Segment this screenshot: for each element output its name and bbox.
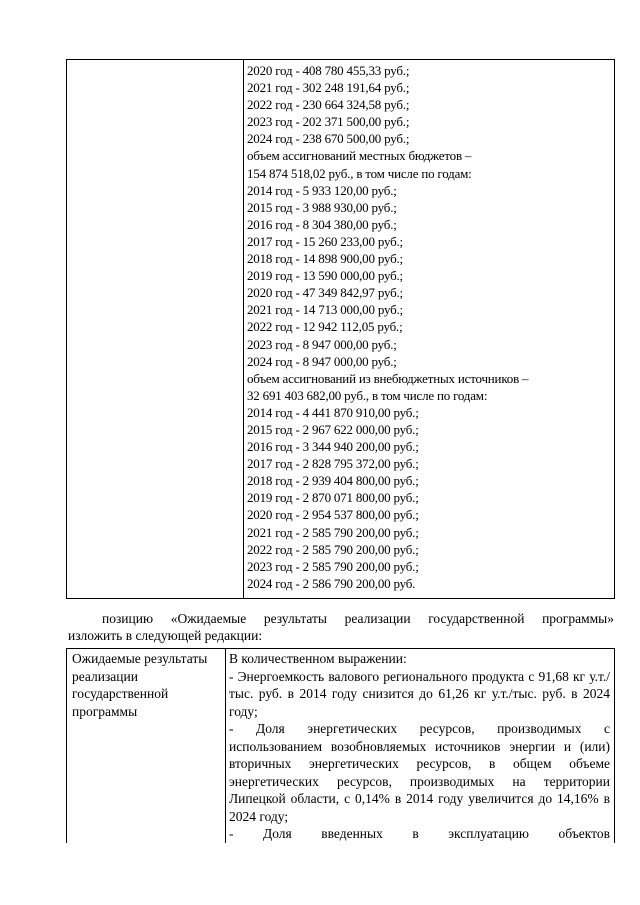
- funding-line: 2015 год - 3 988 930,00 руб.;: [247, 199, 397, 215]
- funding-line: 2019 год - 2 870 071 800,00 руб.;: [247, 490, 419, 506]
- funding-line: объем ассигнований из внебюджетных источников –: [247, 370, 529, 386]
- funding-line: 2024 год - 8 947 000,00 руб.;: [247, 353, 397, 369]
- funding-line: 2020 год - 2 954 537 800,00 руб.;: [247, 507, 419, 523]
- funding-line: 2022 год - 230 664 324,58 руб.;: [247, 97, 410, 113]
- results-content: [229, 650, 610, 843]
- funding-line: 2019 год - 13 590 000,00 руб.;: [247, 268, 403, 284]
- results-item-2: - Доля энергетических ресурсов, производимых с использованием возобновляемых источников энергии и (или) вторичных энергетических ресурсов, в общем объеме энергетических ресурсов, производимых на территории Липецкой области, с 0,14% в 2014 году увеличится до 14,16% в 2024 году;: [229, 721, 610, 824]
- funding-line: 2015 год - 2 967 622 000,00 руб.;: [247, 421, 419, 437]
- funding-table: [66, 59, 615, 599]
- instruction-line-2: изложить в следующей редакции:: [68, 628, 263, 643]
- funding-table-column-divider: [243, 60, 244, 598]
- results-label: Ожидаемые результаты реализации государственной программы: [72, 651, 208, 719]
- funding-line: объем ассигнований местных бюджетов –: [247, 148, 472, 164]
- funding-line: 2023 год - 8 947 000,00 руб.;: [247, 336, 397, 352]
- funding-line: 2022 год - 2 585 790 200,00 руб.;: [247, 541, 419, 557]
- results-table: [66, 648, 615, 843]
- funding-line: 2017 год - 15 260 233,00 руб.;: [247, 233, 403, 249]
- funding-line: 2024 год - 2 586 790 200,00 руб.: [247, 575, 416, 591]
- funding-line: 32 691 403 682,00 руб., в том числе по годам:: [247, 387, 488, 403]
- funding-line: 2024 год - 238 670 500,00 руб.;: [247, 131, 410, 147]
- funding-line: 2023 год - 2 585 790 200,00 руб.;: [247, 558, 419, 574]
- results-heading: В количественном выражении:: [229, 651, 407, 666]
- instruction-line-1: позицию «Ожидаемые результаты реализации государственной программы»: [102, 611, 614, 626]
- funding-lines: [247, 62, 610, 592]
- funding-line: 2021 год - 302 248 191,64 руб.;: [247, 80, 410, 96]
- funding-line: 2017 год - 2 828 795 372,00 руб.;: [247, 456, 419, 472]
- funding-line: 154 874 518,02 руб., в том числе по годам:: [247, 165, 472, 181]
- funding-line: 2018 год - 2 939 404 800,00 руб.;: [247, 473, 419, 489]
- results-item-1: - Энергоемкость валового регионального продукта с 91,68 кг у.т./тыс. руб. в 2014 году снизится до 61,26 кг у.т./тыс. руб. в 2024 году;: [229, 668, 610, 719]
- funding-line: 2020 год - 47 349 842,97 руб.;: [247, 285, 403, 301]
- funding-line: 2016 год - 8 304 380,00 руб.;: [247, 216, 397, 232]
- funding-line: 2021 год - 14 713 000,00 руб.;: [247, 302, 403, 318]
- funding-line: 2014 год - 4 441 870 910,00 руб.;: [247, 404, 419, 420]
- funding-line: 2014 год - 5 933 120,00 руб.;: [247, 182, 397, 198]
- funding-line: 2018 год - 14 898 900,00 руб.;: [247, 251, 403, 267]
- funding-line: 2023 год - 202 371 500,00 руб.;: [247, 114, 410, 130]
- funding-line: 2020 год - 408 780 455,33 руб.;: [247, 63, 410, 78]
- results-item-3: - Доля введенных в эксплуатацию объектов: [229, 826, 610, 841]
- funding-line: 2022 год - 12 942 112,05 руб.;: [247, 319, 403, 335]
- funding-line: 2021 год - 2 585 790 200,00 руб.;: [247, 524, 419, 540]
- funding-line: 2016 год - 3 344 940 200,00 руб.;: [247, 439, 419, 455]
- results-table-column-divider: [225, 649, 226, 843]
- instruction-paragraph: [68, 610, 614, 644]
